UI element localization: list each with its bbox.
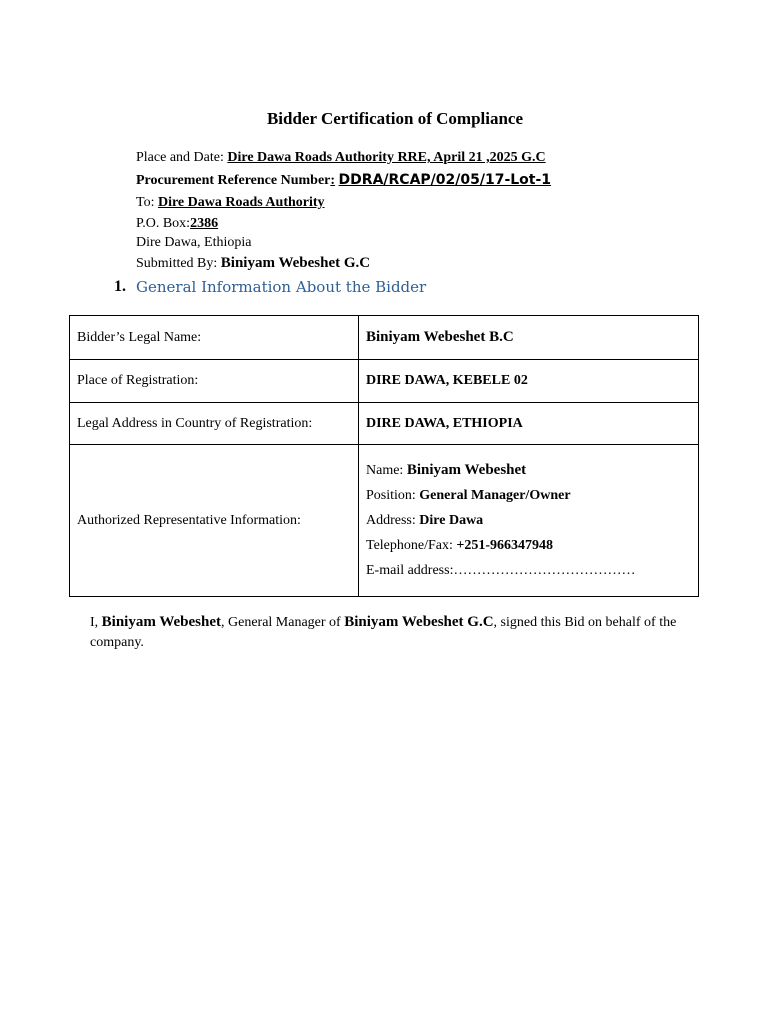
procurement-reference-colon: : <box>330 173 336 188</box>
table-row <box>70 445 699 597</box>
table-label-cell: Bidder’s Legal Name: <box>70 316 359 360</box>
bidder-info-table <box>69 315 699 597</box>
rep-name-line <box>366 458 691 483</box>
rep-name-value: Biniyam Webeshet <box>406 462 527 478</box>
rep-address-label: Address: <box>366 513 420 528</box>
rep-address-value: Dire Dawa <box>419 513 484 528</box>
recipient-value: Dire Dawa Roads Authority <box>157 195 325 210</box>
closing-prefix: I, <box>90 615 102 630</box>
closing-signatory-name: Biniyam Webeshet <box>101 614 221 630</box>
rep-email-label: E-mail address: <box>366 563 454 578</box>
po-box-label: P.O. Box: <box>136 216 191 231</box>
closing-suffix: , signed this Bid on behalf of the company. <box>90 615 677 650</box>
po-box-value: 2386 <box>190 216 219 231</box>
rep-telephone-line <box>366 533 691 558</box>
submitted-by-value: Biniyam Webeshet G.C <box>220 255 371 271</box>
table-label-cell: Authorized Representative Information: <box>70 445 359 597</box>
city-line: Dire Dawa, Ethiopia <box>136 235 252 250</box>
procurement-reference-line <box>136 171 551 190</box>
table-label-cell: Place of Registration: <box>70 360 359 403</box>
place-date-line <box>136 149 546 167</box>
place-date-value: Dire Dawa Roads Authority RRE, April 21 ,2025 G.C <box>227 150 546 165</box>
recipient-label: To: <box>136 195 158 210</box>
rep-position-line <box>366 483 691 508</box>
table-value-cell: Biniyam Webeshet B.C <box>359 316 699 360</box>
procurement-reference-label: Procurement Reference Number <box>136 173 331 188</box>
rep-email-line <box>366 558 691 583</box>
recipient-line <box>136 194 325 212</box>
rep-telephone-label: Telephone/Fax: <box>366 538 457 553</box>
closing-company-name: Biniyam Webeshet G.C <box>344 614 494 630</box>
closing-statement <box>90 612 700 653</box>
rep-address-line <box>366 508 691 533</box>
po-box-line <box>136 215 218 233</box>
section-heading: General Information About the Bidder <box>136 278 427 296</box>
rep-position-label: Position: <box>366 488 420 503</box>
table-row <box>70 316 699 360</box>
table-label-cell: Legal Address in Country of Registration: <box>70 403 359 445</box>
rep-position-value: General Manager/Owner <box>419 488 571 503</box>
place-date-label: Place and Date: <box>136 150 228 165</box>
procurement-reference-value: DDRA/RCAP/02/05/17-Lot-1 <box>338 172 552 188</box>
section-number: 1. <box>114 278 126 295</box>
rep-name-label: Name: <box>366 463 407 478</box>
table-value-cell: DIRE DAWA, ETHIOPIA <box>359 403 699 445</box>
table-value-cell: DIRE DAWA, KEBELE 02 <box>359 360 699 403</box>
document-title: Bidder Certification of Compliance <box>266 109 524 128</box>
submitted-by-label: Submitted By: <box>136 256 221 271</box>
rep-email-value: ………………………………… <box>453 563 636 578</box>
table-row <box>70 403 699 445</box>
closing-middle: , General Manager of <box>221 615 345 630</box>
table-row <box>70 360 699 403</box>
submitted-by-line <box>136 254 370 273</box>
representative-info-cell <box>359 445 699 597</box>
rep-telephone-value: +251-966347948 <box>456 538 554 553</box>
